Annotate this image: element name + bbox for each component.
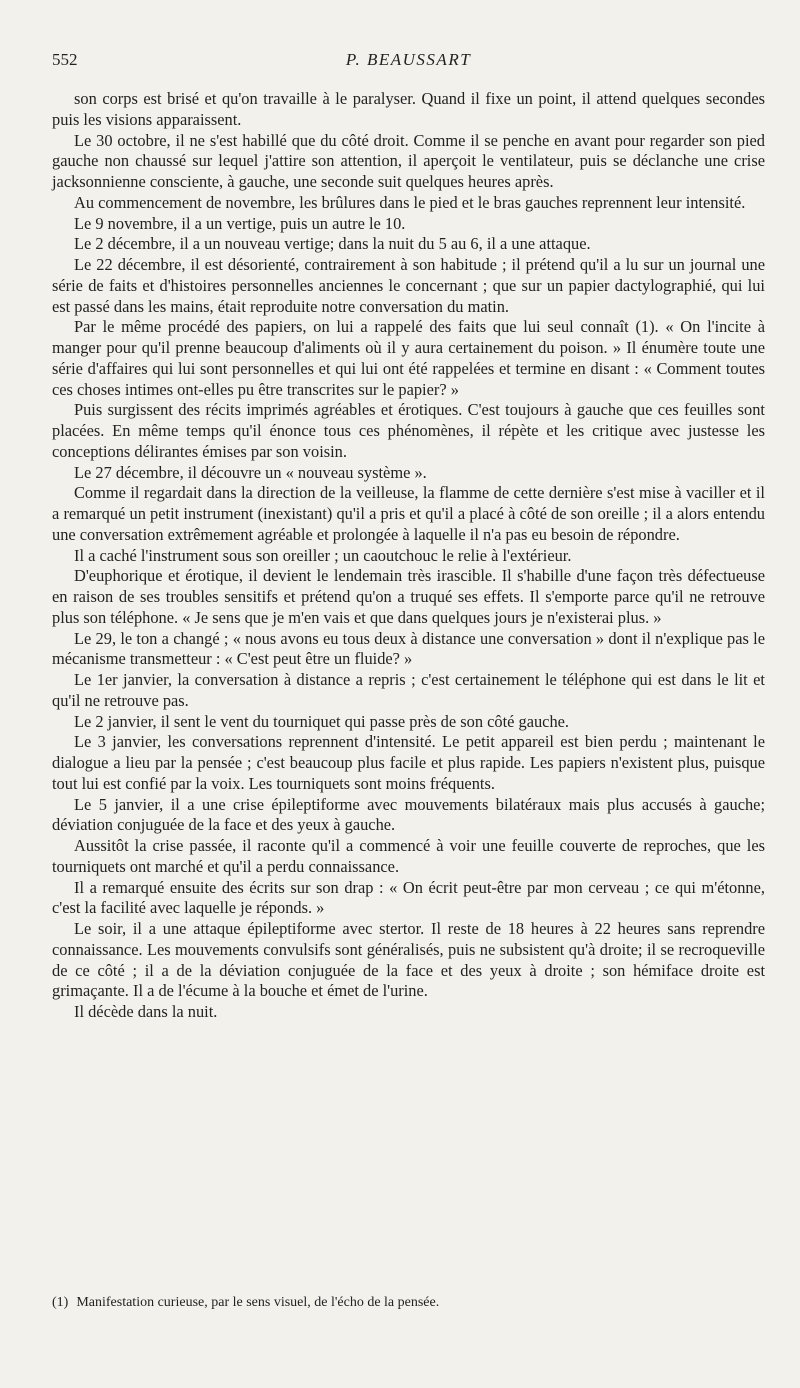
paragraph: Aussitôt la crise passée, il raconte qu'il a commencé à voir une feuille couverte de reproches, que les tourniquets ont marché et qu'il a perdu connaissance. <box>52 836 765 876</box>
paragraph: Le soir, il a une attaque épileptiforme avec stertor. Il reste de 18 heures à 22 heures sans reprendre connaissance. Les mouvements convulsifs sont généralisés, puis ne subsistent qu'à droite; il se recroqueville de ce côté ; il a de la déviation conjuguée de la face et des yeux à droite ; son hémiface droite est grimaçante. Il a de l'écume à la bouche et émet de l'urine. <box>52 919 765 1001</box>
paragraph: D'euphorique et érotique, il devient le lendemain très irascible. Il s'habille d'une façon très défectueuse en raison de ses troubles sensitifs et prétend qu'on a truqué ses effets. Il s'emporte parce qu'il ne retrouve plus son téléphone. « Je sens que je m'en vais et que dans quelques jours je n'existerai plus. » <box>52 566 765 627</box>
body-text <box>52 89 765 1023</box>
paragraph: son corps est brisé et qu'on travaille à le paralyser. Quand il fixe un point, il attend quelques secondes puis les visions apparaissent. <box>52 89 765 129</box>
paragraph: Par le même procédé des papiers, on lui a rappelé des faits que lui seul connaît (1). « On l'incite à manger pour qu'il prenne beaucoup d'aliments où il y aura certainement du poison. » Il énumère toute une série d'affaires qui lui sont personnelles et qui lui ont été rappelées et termine en disant : « Comment toutes ces choses intimes ont-elles pu être transcrites sur le papier? » <box>52 317 765 399</box>
paragraph: Le 29, le ton a changé ; « nous avons eu tous deux à distance une conversation » dont il n'explique pas le mécanisme transmetteur : « C'est peut être un fluide? » <box>52 628 765 669</box>
paragraph: Le 3 janvier, les conversations reprennent d'intensité. Le petit appareil est bien perdu ; maintenant le dialogue a lieu par la pensée ; c'est beaucoup plus facile et plus rapide. Les papiers n'existent plus, puisque tout lui est confié par la voix. Les tourniquets sont moins fréquents. <box>52 732 765 793</box>
paragraph: Il a caché l'instrument sous son oreiller ; un caoutchouc le relie à l'extérieur. <box>74 545 572 565</box>
paragraph: Le 27 décembre, il découvre un « nouveau système ». <box>74 462 427 482</box>
paragraph: Comme il regardait dans la direction de la veilleuse, la flamme de cette dernière s'est mise à vaciller et il a remarqué un petit instrument (inexistant) qu'il a pris et qu'il a placé à côté de son oreille ; il a alors entendu une conversation extrêmement agréable et prolongée à laquelle il n'a pas eu besoin de répondre. <box>52 483 765 544</box>
paragraph: Le 1er janvier, la conversation à distance a repris ; c'est certainement le téléphone qui est dans le lit et qu'il ne retrouve pas. <box>52 670 765 710</box>
paragraph: Le 22 décembre, il est désorienté, contrairement à son habitude ; il prétend qu'il a lu sur un journal une série de faits et d'histoires personnelles anciennes le concernant ; que sur un papier dactylographié, qui lui est passé dans les mains, était reproduite notre conversation du matin. <box>52 255 765 316</box>
footnote-text: Manifestation curieuse, par le sens visuel, de l'écho de la pensée. <box>76 1295 440 1310</box>
paragraph: Le 9 novembre, il a un vertige, puis un autre le 10. <box>74 213 406 233</box>
page-header <box>52 50 765 74</box>
paragraph: Au commencement de novembre, les brûlures dans le pied et le bras gauches reprennent leur intensité. <box>74 192 746 212</box>
paragraph: Le 5 janvier, il a une crise épileptiforme avec mouvements bilatéraux mais plus accusés à gauche; déviation conjuguée de la face et des yeux à gauche. <box>52 794 765 835</box>
running-head: P. BEAUSSART <box>345 50 472 69</box>
paragraph: Le 30 octobre, il ne s'est habillé que du côté droit. Comme il se penche en avant pour regarder son pied gauche non chaussé sur lequel j'attire son attention, il aperçoit le ventilateur, puis se déclanche une crise jacksonnienne consciente, à gauche, une seconde suit quelques heures après. <box>52 130 765 191</box>
paragraph: Puis surgissent des récits imprimés agréables et érotiques. C'est toujours à gauche que ces feuilles sont placées. En même temps qu'il énonce tous ces phénomènes, il répète et les critique avec justesse les conceptions délirantes émises par son voisin. <box>52 400 765 461</box>
paragraph: Le 2 janvier, il sent le vent du tourniquet qui passe près de son côté gauche. <box>74 711 570 731</box>
footnote <box>52 1294 765 1312</box>
footnote-marker: (1) <box>52 1295 69 1310</box>
paragraph: Le 2 décembre, il a un nouveau vertige; dans la nuit du 5 au 6, il a une attaque. <box>74 234 591 254</box>
paragraph: Il a remarqué ensuite des écrits sur son drap : « On écrit peut-être par mon cerveau ; ce qui m'étonne, c'est la facilité avec laquelle je réponds. » <box>52 877 765 918</box>
paragraph: Il décède dans la nuit. <box>74 1002 218 1021</box>
page-number: 552 <box>52 50 78 69</box>
